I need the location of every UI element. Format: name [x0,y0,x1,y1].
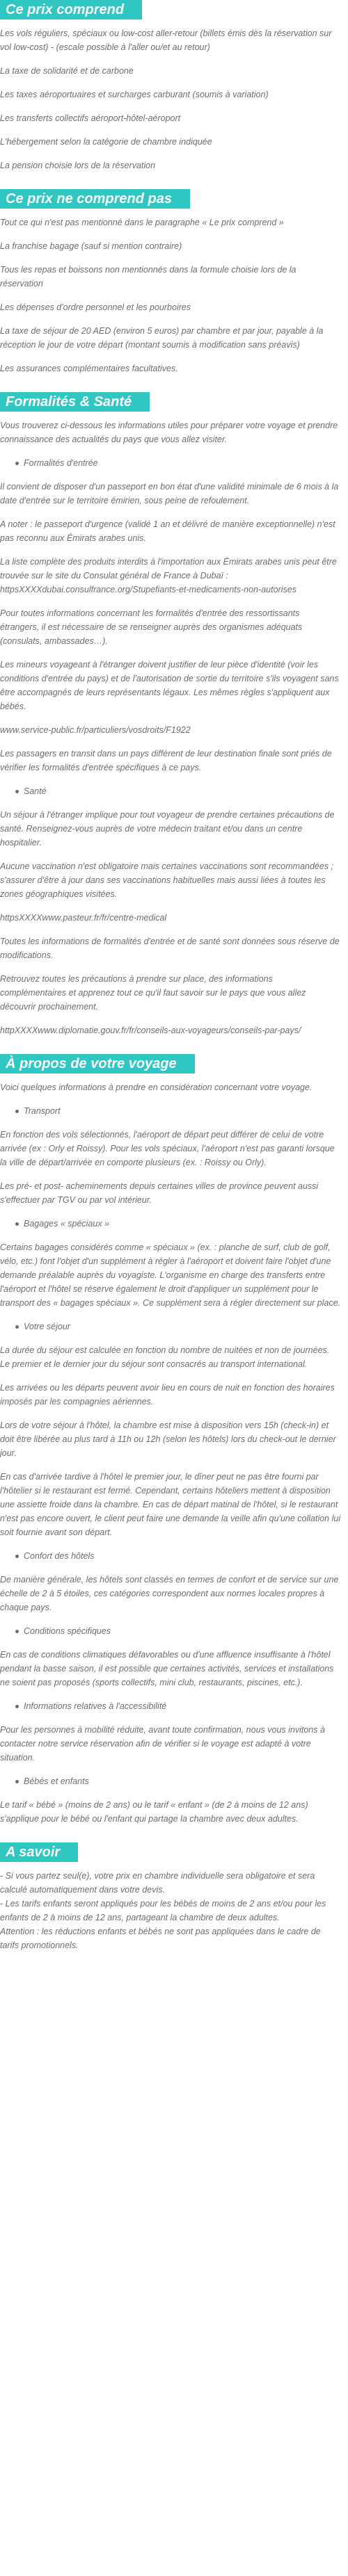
section-ce-prix-ne-comprend-pas [0,189,348,375]
section-body [0,26,348,172]
subheading-bullet: Formalités d'entrée [14,456,341,470]
paragraph: Les assurances complémentaires facultatives. [0,364,178,373]
section-body [0,1080,348,1826]
paragraph: Toutes les informations de formalités d'entrée et de santé sont données sous réserve de modifications. [0,937,340,960]
paragraph: La pension choisie lors de la réservation [0,161,156,170]
section-body [0,419,348,1037]
subheading-bullet: Bébés et enfants [14,1774,341,1788]
section-ce-prix-comprend [0,0,348,172]
section-title: Ce prix ne comprend pas [0,189,190,209]
subheading-bullet: Confort des hôtels [14,1549,341,1563]
paragraph: - Si vous partez seul(e), votre prix en chambre individuelle sera obligatoire et sera calculé automatiquement dans votre devis. - Les tarifs enfants seront appliqués pour les bébés de moins de 2 ans et/ou pour les enfants de 2 à moins de 12 ans, partageant la chambre de deux adultes. Attention : les réductions enfants et bébés ne sont pas appliquées dans le cadre de tarifs promotionnels. [0,1871,326,1950]
subheading-bullet: Conditions spécifiques [14,1624,341,1638]
paragraph: Les pré- et post- acheminements depuis certaines villes de province peuvent aussi s'effectuer par TGV ou par vol intérieur. [0,1181,319,1205]
paragraph: Tout ce qui n'est pas mentionné dans le paragraphe « Le prix comprend » [0,218,284,227]
paragraph: A noter : le passeport d'urgence (validé 1 an et délivré de manière exceptionnelle) n'est pas reconnu aux Émirats arabes unis. [0,519,335,543]
paragraph: httpXXXXwww.diplomatie.gouv.fr/fr/conseils-aux-voyageurs/conseils-par-pays/ [0,1026,301,1035]
paragraph: Certains bagages considérés comme « spéciaux » (ex. : planche de surf, club de golf, vélo, etc.) font l'objet d'un supplément à régler à l'aéroport et doivent faire l'objet d'une demande préalable auprès du voyagiste. L'organisme en charge des transferts entre l'aéroport et l'hôtel se réserve également le droit d'appliquer un supplément pour le transport des « bagages spéciaux ». Ce supplément sera à régler directement sur place. [0,1242,341,1308]
section-gap [0,182,348,189]
paragraph: En cas de conditions climatiques défavorables ou d'une affluence insuffisante à l'hôtel pendant la basse saison, il est possible que certaines activités, services et installations ne soient pas proposés (sports collectifs, mini club, restaurants, piscines, etc.). [0,1650,334,1687]
paragraph: La liste complète des produits interdits à l'importation aux Émirats arabes unis peut être trouvée sur le site du Consulat général de France à Dubaï : httpsXXXXdubai.consulfrance.org/Stupefiants-et-medicaments-non-autorises [0,557,337,594]
paragraph: Les arrivées ou les départs peuvent avoir lieu en cours de nuit en fonction des horaires imposés par les compagnies aériennes. [0,1383,335,1407]
paragraph: httpsXXXXwww.pasteur.fr/fr/centre-medical [0,913,167,923]
paragraph: Il convient de disposer d'un passeport en bon état d'une validité minimale de 6 mois à la date d'entrée sur le territoire émirien, sous peine de refoulement. [0,482,339,505]
subheading-wrapper [0,1699,341,1713]
paragraph: Les vols réguliers, spéciaux ou low-cost aller-retour (billets émis dès la réservation sur vol low-cost) - (escale possible à l'aller ou/et au retour) [0,29,332,52]
subheading-wrapper [0,1217,341,1231]
section-gap [0,385,348,392]
paragraph: Aucune vaccination n'est obligatoire mais certaines vaccinations sont recommandées ; s'assurer d'être à jour dans ses vaccinations habituelles mais aussi liées à toutes les zones géographiques visitées. [0,861,334,899]
paragraph: De manière générale, les hôtels sont classés en termes de confort et de service sur une échelle de 2 à 5 étoiles, ces catégories correspondent aux normes locales propres à chaque pays. [0,1575,339,1612]
section-body [0,216,348,375]
paragraph: Pour les personnes à mobilité réduite, avant toute confirmation, nous vous invitons à contacter notre service réservation afin de vérifier si le voyage est adapté à votre situation. [0,1725,325,1763]
paragraph: L'hébergement selon la catégorie de chambre indiquée [0,137,212,147]
paragraph: Le tarif « bébé » (moins de 2 ans) ou le tarif « enfant » (de 2 à moins de 12 ans) s'applique pour le bébé ou l'enfant qui partage la chambre avec deux adultes. [0,1800,308,1824]
section-gap [0,1047,348,1054]
section-title: À propos de votre voyage [0,1054,195,1074]
paragraph: Pour toutes informations concernant les formalités d'entrée des ressortissants étrangers, il est nécessaire de se renseigner auprès des organismes adéquats (consulats, ambassades…). [0,608,303,646]
subheading-wrapper [0,1104,341,1118]
subheading-bullet: Votre séjour [14,1320,341,1334]
paragraph: Les dépenses d'ordre personnel et les pourboires [0,302,191,312]
subheading-wrapper [0,1774,341,1788]
subheading-wrapper [0,1320,341,1334]
section-title: A savoir [0,1842,78,1862]
paragraph: Vous trouverez ci-dessous les informations utiles pour préparer votre voyage et prendre connaissance des actualités du pays que vous allez visiter. [0,421,338,444]
section-formalites-sante [0,392,348,1037]
subheading-wrapper [0,1624,341,1638]
subheading-bullet: Informations relatives à l'accessibilité [14,1699,341,1713]
paragraph: En fonction des vols sélectionnés, l'aéroport de départ peut différer de celui de votre arrivée (ex : Orly et Roissy). Pour les vols spéciaux, l'aéroport n'est pas garanti lorsque la ville de départ/arrivée en comporte plusieurs (ex. : Roissy ou Orly). [0,1130,335,1167]
paragraph: Lors de votre séjour à l'hôtel, la chambre est mise à disposition vers 15h (check-in) et doit être libérée au plus tard à 11h ou 12h (selon les hôtels) lors du check-out le dernier jour. [0,1420,336,1458]
paragraph: La durée du séjour est calculée en fonction du nombre de nuitées et non de journées. Le premier et le dernier jour du séjour sont consacrés au transport international. [0,1345,330,1369]
subheading-bullet: Santé [14,784,341,798]
paragraph: Les passagers en transit dans un pays différent de leur destination finale sont priés de vérifier les formalités d'entrée spécifiques à ce pays. [0,749,332,772]
section-body [0,1869,348,1952]
paragraph: Les transferts collectifs aéroport-hôtel-aéroport [0,113,181,123]
subheading-wrapper [0,784,341,798]
paragraph: La franchise bagage (sauf si mention contraire) [0,241,182,251]
paragraph: La taxe de séjour de 20 AED (environ 5 euros) par chambre et par jour, payable à la réception le jour de votre départ (montant soumis à modification sans préavis) [0,326,324,350]
paragraph: www.service-public.fr/particuliers/vosdroits/F1922 [0,725,191,735]
section-a-savoir [0,1842,348,1952]
subheading-bullet: Bagages « spéciaux » [14,1217,341,1231]
paragraph: La taxe de solidarité et de carbone [0,66,134,76]
subheading-wrapper [0,456,341,470]
subheading-wrapper [0,1549,341,1563]
paragraph: Les mineurs voyageant à l'étranger doivent justifier de leur pièce d'identité (voir les conditions d'entrée du pays) et de l'autorisation de sortie du territoire s'ils voyagent sans être accompagnés de leurs représentants légaux. Les mêmes règles s'appliquent aux bébés. [0,660,339,711]
paragraph: Voici quelques informations à prendre en considération concernant votre voyage. [0,1083,313,1092]
paragraph: Les taxes aéroportuaires et surcharges carburant (soumis à variation) [0,90,269,99]
section-title: Ce prix comprend [0,0,142,19]
section-gap [0,1836,348,1842]
subheading-bullet: Transport [14,1104,341,1118]
section-title: Formalités & Santé [0,392,150,412]
paragraph: Un séjour à l'étranger implique pour tout voyageur de prendre certaines précautions de santé. Renseignez-vous auprès de votre médecin traitant et/ou dans un centre hospitalier. [0,810,335,848]
paragraph: En cas d'arrivée tardive à l'hôtel le premier jour, le dîner peut ne pas être fourni par l'hôtelier si le restaurant est fermé. Cependant, certains hôteliers mettent à disposition une assiette froide dans la chambre. En cas de départ matinal de l'hôtel, si le restaurant n'est pas encore ouvert, le client peut faire une demande la veille afin qu'une collation lui soit fournie avant son départ. [0,1472,341,1537]
paragraph: Retrouvez toutes les précautions à prendre sur place, des informations complémentaires et apprenez tout ce qu'il faut savoir sur le pays que vous allez découvrir prochainement. [0,974,306,1012]
paragraph: Tous les repas et boissons non mentionnés dans la formule choisie lors de la réservation [0,265,296,289]
section-a-propos-de-votre-voyage [0,1054,348,1826]
